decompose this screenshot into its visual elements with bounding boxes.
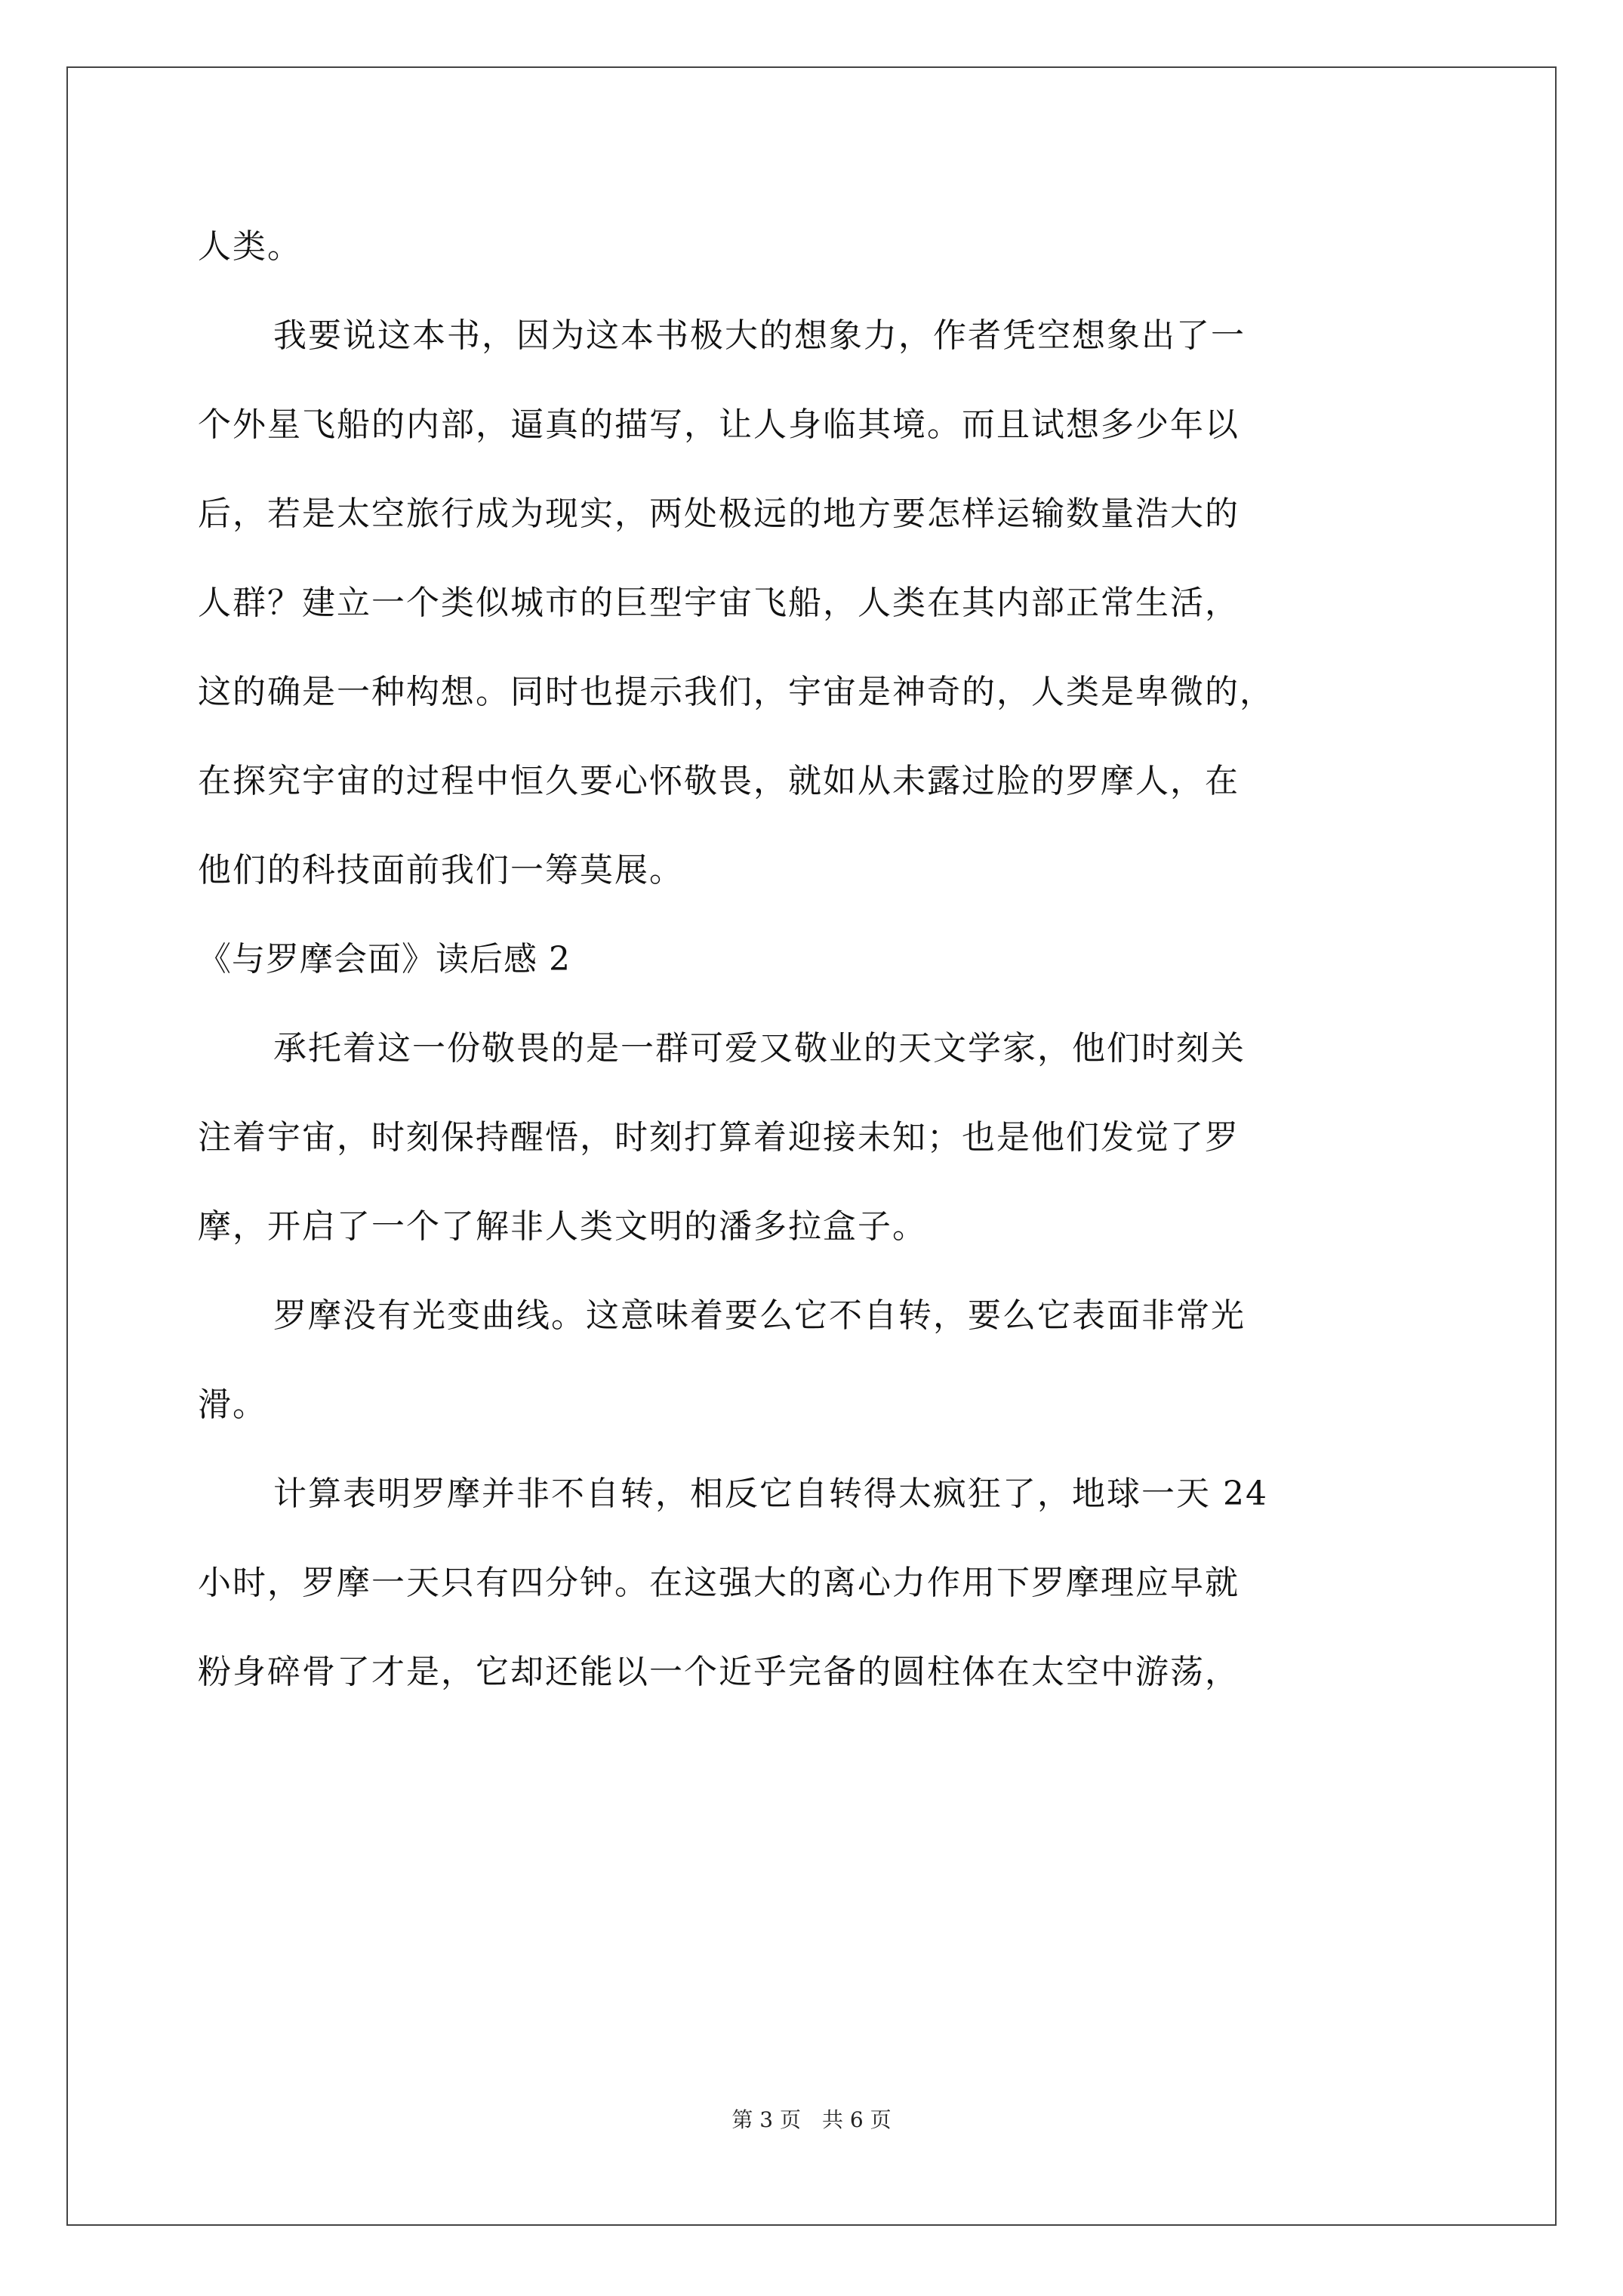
paragraph-start: 罗摩没有光变曲线。这意味着要么它不自转，要么它表面非常光 [273, 1296, 1246, 1335]
text-line: 在探究宇宙的过程中恒久要心怀敬畏，就如从未露过脸的罗摩人，在 [198, 762, 1240, 800]
text-line: 注着宇宙，时刻保持醒悟，时刻打算着迎接未知；也是他们发觉了罗 [198, 1118, 1240, 1157]
text-line: 滑。 [198, 1385, 267, 1424]
text-line: 摩，开启了一个了解非人类文明的潘多拉盒子。 [198, 1207, 927, 1246]
text-line: 他们的科技面前我们一筹莫展。 [198, 851, 684, 889]
paragraph-start: 承托着这一份敬畏的是一群可爱又敬业的天文学家，他们时刻关 [273, 1029, 1246, 1068]
text-line: 人类。 [198, 227, 302, 266]
paragraph-start: 我要说这本书，因为这本书极大的想象力，作者凭空想象出了一 [273, 316, 1246, 355]
document-body [198, 202, 1430, 1717]
section-heading: 《与罗摩会面》读后感 2 [198, 940, 571, 978]
page-number-footer: 第 3 页 共 6 页 [731, 2107, 892, 2132]
text-line: 这的确是一种构想。同时也提示我们，宇宙是神奇的，人类是卑微的， [198, 673, 1274, 711]
paragraph-start: 计算表明罗摩并非不自转，相反它自转得太疯狂了，地球一天 24 [273, 1475, 1268, 1513]
text-line: 个外星飞船的内部，逼真的描写，让人身临其境。而且试想多少年以 [198, 405, 1240, 444]
text-line: 粉身碎骨了才是，它却还能以一个近乎完备的圆柱体在太空中游荡， [198, 1653, 1240, 1691]
text-line: 小时，罗摩一天只有四分钟。在这强大的离心力作用下罗摩理应早就 [198, 1564, 1240, 1602]
text-line: 人群？建立一个类似城市的巨型宇宙飞船，人类在其内部正常生活， [198, 584, 1240, 622]
text-line: 后，若是太空旅行成为现实，两处极远的地方要怎样运输数量浩大的 [198, 495, 1240, 533]
